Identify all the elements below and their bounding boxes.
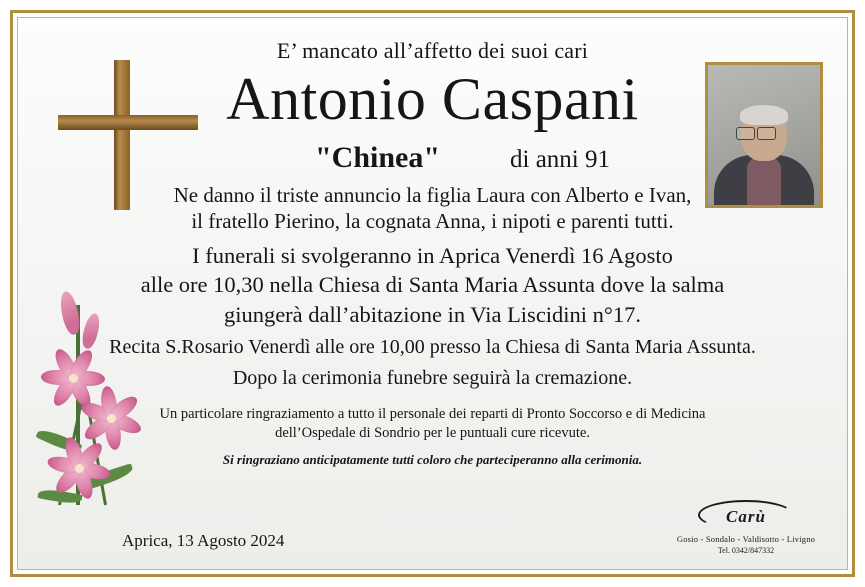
- deceased-age: di anni 91: [510, 146, 610, 173]
- rosary-line: Recita S.Rosario Venerdì alle ore 10,00 presso la Chiesa di Santa Maria Assunta.: [109, 335, 756, 358]
- nickname-age-row: [30, 141, 835, 175]
- funeral-line-2: alle ore 10,30 nella Chiesa di Santa Maria Assunta dove la salma: [140, 272, 725, 298]
- announcement-line-2: il fratello Pierino, la cognata Anna, i nipoti e parenti tutti.: [191, 209, 674, 234]
- funeral-agency-logo: [671, 498, 821, 555]
- intro-line: E’ mancato all’affetto dei suoi cari: [276, 38, 589, 63]
- announcement-line-1: Ne danno il triste annuncio la figlia Laura con Alberto e Ivan,: [173, 183, 692, 207]
- agency-mark-icon: [671, 498, 821, 532]
- notice-text-block: [30, 38, 835, 468]
- agency-towns: Gosio - Sondalo - Valdisotto - Livigno: [676, 534, 816, 544]
- cremation-line: Dopo la cerimonia funebre seguirà la cremazione.: [232, 366, 633, 389]
- agency-phone: Tel. 0342/847332: [717, 546, 775, 555]
- thanks-line-1: Un particolare ringraziamento a tutto il personale dei reparti di Pronto Soccorso e di Medicina: [159, 405, 706, 422]
- place-and-date: Aprica, 13 Agosto 2024: [122, 531, 285, 550]
- deceased-nickname: "Chinea": [315, 141, 440, 174]
- thanks-italic-line: Si ringraziano anticipatamente tutti coloro che parteciperanno alla cerimonia.: [222, 451, 643, 467]
- funeral-line-3: giungerà dall’abitazione in Via Liscidini n°17.: [223, 301, 642, 327]
- agency-name: Carù: [726, 507, 766, 526]
- thanks-line-2: dell’Ospedale di Sondrio per le puntuali cure ricevute.: [275, 424, 590, 441]
- funeral-line-1: I funerali si svolgeranno in Aprica Venerdì 16 Agosto: [192, 243, 673, 269]
- deceased-name: Antonio Caspani: [226, 66, 639, 132]
